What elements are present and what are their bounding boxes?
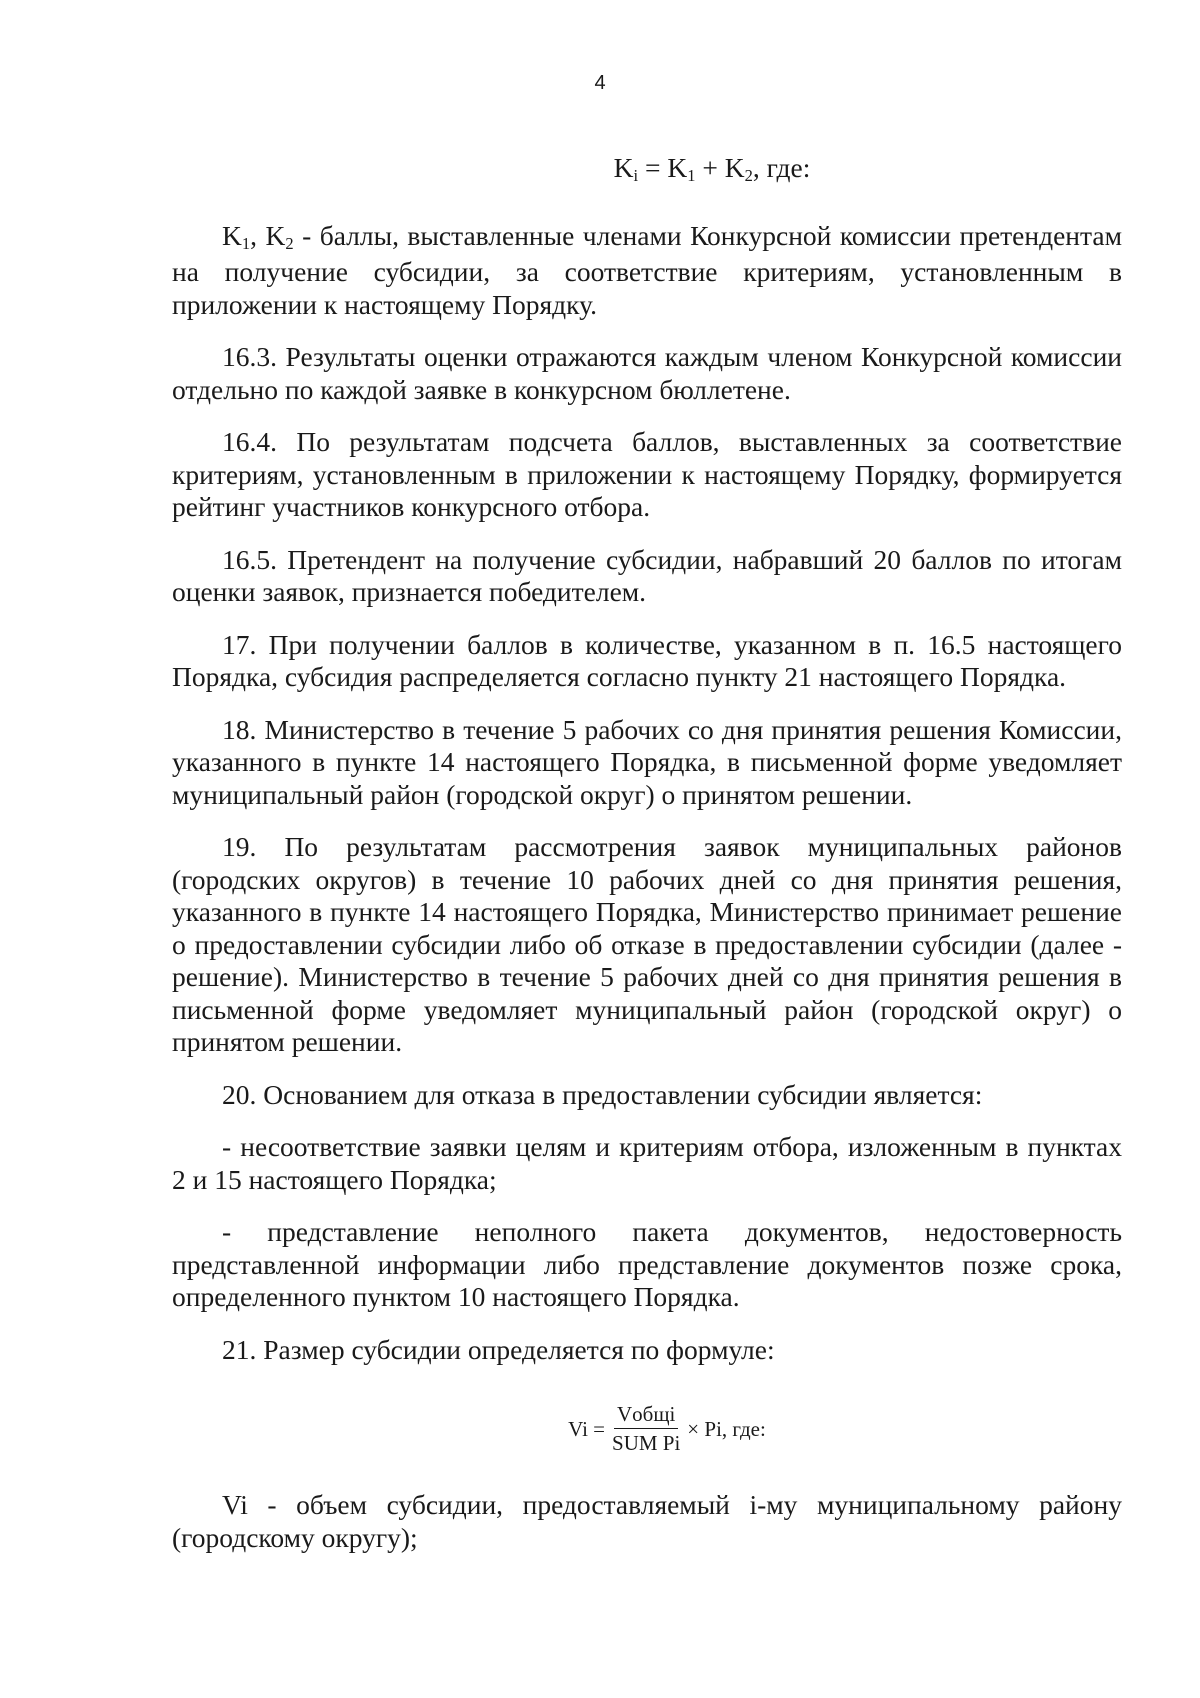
k2-symbol: , K [250,219,286,251]
paragraph-vi-definition: Vi - объем субсидии, предоставляемый i-му муниципальному району (городскому округу); [172,1489,1122,1553]
formula-k-sub1: 1 [687,166,696,186]
formula-k-sub2: 2 [744,166,753,186]
paragraph-20: 20. Основанием для отказа в предоставлении субсидии является: [222,1078,983,1110]
paragraph-18: 18. Министерство в течение 5 рабочих со дня принятия решения Комиссии, указанного в пункте 14 настоящего Порядка, в письменной форме уведомляет муниципальный район (городской округ) о принятом решении. [172,713,1122,810]
k2-sub: 2 [285,233,294,253]
paragraph-21: 21. Размер субсидии определяется по формуле: [222,1333,775,1365]
paragraph-20-item-2: - представление неполного пакета документов, недостоверность представленной информации либо представление документов позже срока, определенного пунктом 10 настоящего Порядка. [172,1216,1122,1312]
formula-subsidy [172,1402,1122,1455]
formula-subsidy-denominator: SUM Pi [612,1431,681,1455]
formula-subsidy-numerator: Vобщі [614,1402,678,1429]
document-body [172,152,1122,1574]
formula-k-sum [172,152,1122,189]
paragraph-16-5: 16.5. Претендент на получение субсидии, набравший 20 баллов по итогам оценки заявок, признается победителем. [172,543,1122,607]
formula-k-lhs: K [613,152,634,183]
k1-sub: 1 [241,233,251,253]
paragraph-16-3: 16.3. Результаты оценки отражаются каждым членом Конкурсной комиссии отдельно по каждой заявке в конкурсном бюллетене. [172,341,1122,405]
paragraph-20-item-1: - несоответствие заявки целям и критериям отбора, изложенным в пунктах 2 и 15 настоящего Порядка; [172,1131,1122,1195]
paragraph-k-definition [172,220,1122,322]
formula-k-plus: + K [695,152,745,183]
formula-subsidy-tail: × Pi, где: [687,1416,766,1441]
formula-subsidy-fraction [609,1402,683,1455]
paragraph-17: 17. При получении баллов в количестве, указанном в п. 16.5 настоящего Порядка, субсидия распределяется согласно пункту 21 настоящего Порядка. [172,628,1122,692]
paragraph-19: 19. По результатам рассмотрения заявок муниципальных районов (городских округов) в течение 10 рабочих дней со дня принятия решения, указанного в пункте 14 настоящего Порядка, Министерство принимает решение о предоставлении субсидии либо об отказе в предоставлении субсидии (далее - решение). Министерство в течение 5 рабочих дней со дня принятия решения в письменной форме уведомляет муниципальный район (городской округ) о принятом решении. [172,831,1122,1057]
formula-k-lhs-sub: i [633,166,639,186]
k1-symbol: K [222,219,242,251]
formula-k-eq: = K [638,152,688,183]
formula-subsidy-lhs: Vi = [568,1416,606,1441]
paragraph-16-4: 16.4. По результатам подсчета баллов, выставленных за соответствие критериям, установленным в приложении к настоящему Порядку, формируется рейтинг участников конкурсного отбора. [172,426,1122,522]
page-number: 4 [594,72,606,94]
k-definition-text: - баллы, выставленные членами Конкурсной комиссии претендентам на получение субсидии, за соответствие критериям, установленным в приложении к настоящему Порядку. [172,219,1122,320]
formula-k-tail: , где: [752,152,811,183]
